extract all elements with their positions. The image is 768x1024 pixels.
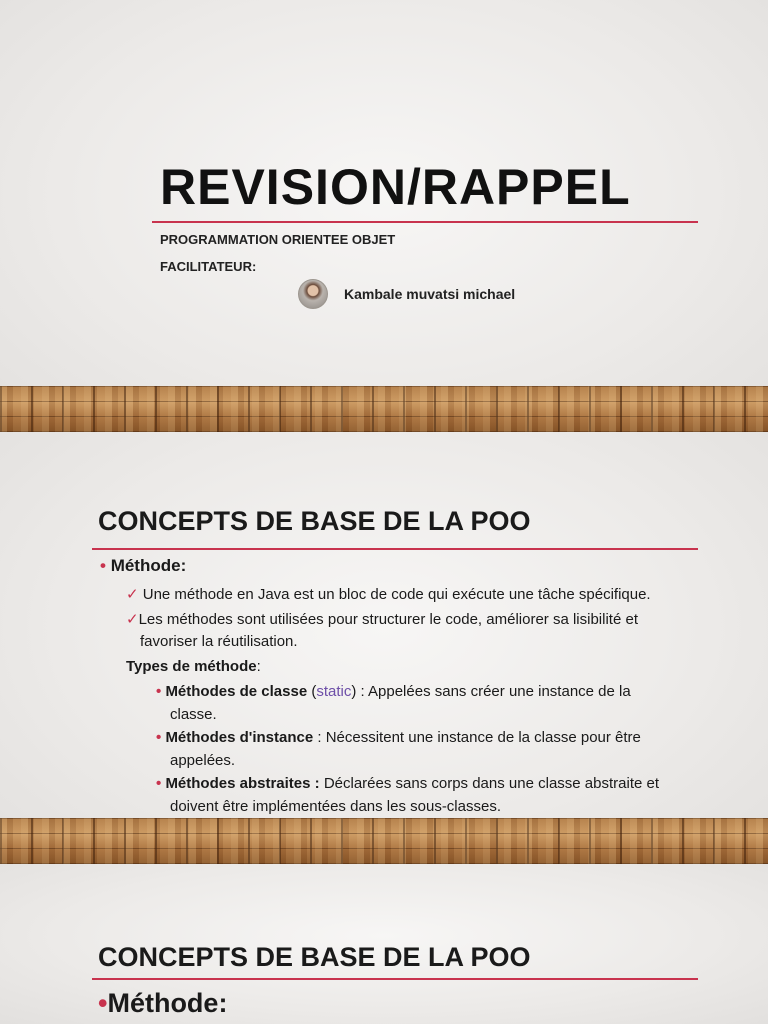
types-label [126, 655, 261, 678]
checkmark-icon: ✓ [126, 611, 139, 628]
type-desc-cont: doivent être implémentées dans les sous-classes. [170, 798, 501, 815]
checkmark-icon: ✓ [126, 586, 139, 603]
list-item [156, 726, 641, 749]
presenter [298, 279, 515, 309]
slide-concepts-continued [0, 864, 768, 1024]
types-label-text: Types de méthode [126, 658, 257, 675]
bullet-dot-icon: • [98, 988, 108, 1018]
bullet-label: Méthode: [110, 556, 187, 575]
type-desc: : Nécessitent une instance de la classe pour être [313, 729, 641, 746]
bullet-label: Méthode: [107, 988, 228, 1018]
check-text-cont: favoriser la réutilisation. [140, 633, 298, 650]
slide-concepts [0, 432, 768, 864]
slide-title [0, 0, 768, 432]
list-item [156, 680, 631, 703]
type-name: Méthodes abstraites : [165, 775, 320, 792]
heading-rule [92, 548, 698, 550]
check-text: Une méthode en Java est un bloc de code qui exécute une tâche spécifique. [142, 586, 651, 603]
wood-floor-decoration [0, 818, 768, 864]
check-item [126, 583, 651, 606]
presenter-name: Kambale muvatsi michael [344, 286, 516, 302]
bullet-dot-icon: • [156, 683, 162, 700]
title-rule [152, 221, 698, 223]
bullet-methode [98, 988, 227, 1019]
avatar [298, 279, 328, 309]
check-item [126, 608, 638, 631]
bullet-methode [100, 556, 186, 576]
heading-rule [92, 978, 698, 980]
type-desc-cont: classe. [170, 706, 217, 723]
list-item [156, 772, 659, 795]
slide-heading: CONCEPTS DE BASE DE LA POO [98, 942, 531, 972]
slide-heading: CONCEPTS DE BASE DE LA POO [98, 506, 531, 536]
subtitle: PROGRAMMATION ORIENTEE OBJET [160, 232, 396, 247]
type-desc: ) : Appelées sans créer une instance de la [351, 683, 631, 700]
bullet-dot-icon: • [100, 556, 106, 575]
type-desc-cont: appelées. [170, 752, 236, 769]
type-desc: Déclarées sans corps dans une classe abstraite et [319, 775, 660, 792]
slide-title-heading: REVISION/RAPPEL [160, 159, 631, 215]
bullet-dot-icon: • [156, 729, 162, 746]
facilitator-label: FACILITATEUR: [160, 259, 257, 274]
bullet-dot-icon: • [156, 775, 162, 792]
types-colon: : [256, 658, 261, 675]
check-text: Les méthodes sont utilisées pour structurer le code, améliorer sa lisibilité et [138, 611, 638, 628]
keyword-static: static [316, 683, 352, 700]
type-name: Méthodes de classe [165, 683, 308, 700]
wood-floor-decoration [0, 386, 768, 432]
type-name: Méthodes d'instance [165, 729, 314, 746]
paren: ( [307, 683, 317, 700]
